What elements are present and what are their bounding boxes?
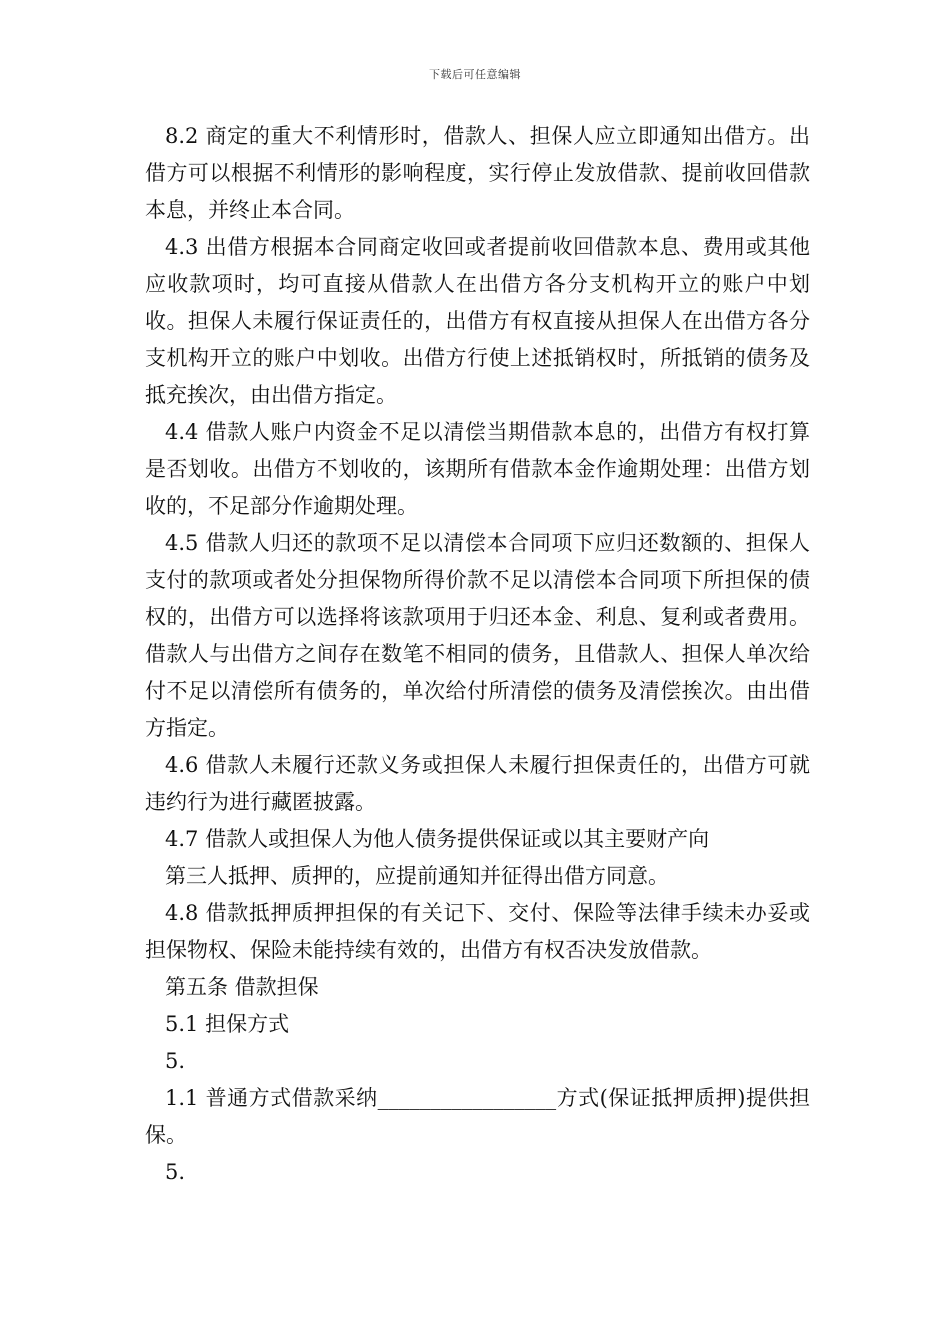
document-body bbox=[145, 118, 810, 1191]
section-heading-article-5: 第五条 借款担保 bbox=[165, 975, 319, 999]
paragraph-4-7: 4.7 借款人或担保人为他人债务提供保证或以其主要财产向 bbox=[165, 827, 710, 851]
paragraph-4-6: 4.6 借款人未履行还款义务或担保人未履行担保责任的，出借方可就违约行为进行藏匿披露。 bbox=[145, 753, 810, 814]
paragraph-5-fragment-2: 5. bbox=[165, 1160, 186, 1184]
paragraph-4-3: 4.3 出借方根据本合同商定收回或者提前收回借款本息、费用或其他应收款项时，均可直接从借款人在出借方各分支机构开立的账户中划收。担保人未履行保证责任的，出借方有权直接从担保人在出借方各分支机构开立的账户中划收。出借方行使上述抵销权时，所抵销的债务及抵充挨次，由出借方指定。 bbox=[145, 235, 810, 407]
paragraph-5-fragment: 5. bbox=[165, 1049, 186, 1073]
paragraph-4-4: 4.4 借款人账户内资金不足以清偿当期借款本息的，出借方有权打算是否划收。出借方不划收的，该期所有借款本金作逾期处理：出借方划收的，不足部分作逾期处理。 bbox=[145, 420, 810, 518]
paragraph-1-1: 1.1 普通方式借款采纳_________________方式(保证抵押质押)提供担保。 bbox=[145, 1086, 810, 1147]
paragraph-4-5: 4.5 借款人归还的款项不足以清偿本合同项下应归还数额的、担保人支付的款项或者处分担保物所得价款不足以清偿本合同项下所担保的债权的，出借方可以选择将该款项用于归还本金、利息、复利或者费用。借款人与出借方之间存在数笔不相同的债务，且借款人、担保人单次给付不足以清偿所有债务的，单次给付所清偿的债务及清偿挨次。由出借方指定。 bbox=[145, 531, 810, 740]
paragraph-8-2: 8.2 商定的重大不利情形时，借款人、担保人应立即通知出借方。出借方可以根据不利情形的影响程度，实行停止发放借款、提前收回借款本息，并终止本合同。 bbox=[145, 124, 810, 222]
paragraph-4-8: 4.8 借款抵押质押担保的有关记下、交付、保险等法律手续未办妥或担保物权、保险未能持续有效的，出借方有权否决发放借款。 bbox=[145, 901, 810, 962]
page-header: 下载后可任意编辑 bbox=[429, 68, 521, 81]
paragraph-4-7-cont: 第三人抵押、质押的，应提前通知并征得出借方同意。 bbox=[165, 864, 669, 888]
subsection-5-1: 5.1 担保方式 bbox=[165, 1012, 290, 1036]
